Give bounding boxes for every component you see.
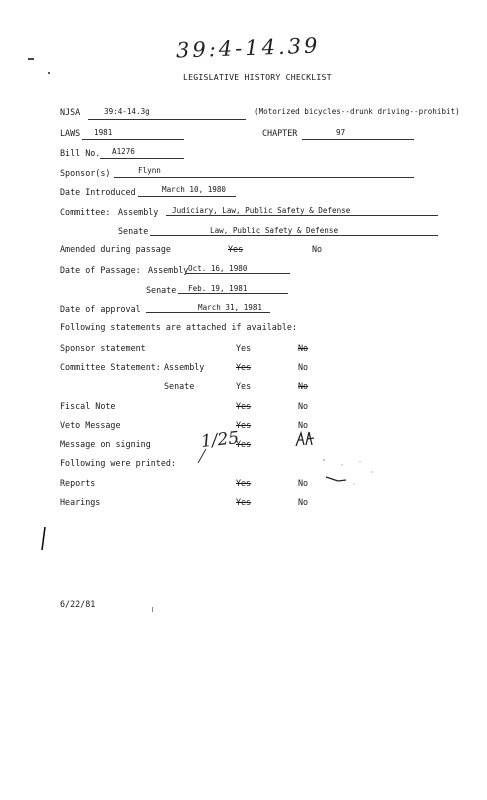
stray-mark-left <box>28 58 34 60</box>
sponsor-underline <box>114 177 414 178</box>
speckle-marks <box>320 456 380 490</box>
bill-value: A1276 <box>112 147 135 156</box>
passage-assembly-value: Oct. 16, 1980 <box>188 264 248 273</box>
laws-label: LAWS <box>60 128 81 138</box>
reports-label: Reports <box>60 478 96 488</box>
fiscal-note-label: Fiscal Note <box>60 401 116 411</box>
veto-message-no: No <box>298 420 309 430</box>
handwritten-number: 39:4-14.39 <box>175 33 321 63</box>
fiscal-note-yes-struck: Yes <box>236 401 252 411</box>
handwritten-scribble-no <box>294 430 316 448</box>
committee-assembly-underline <box>166 215 438 216</box>
bill-underline <box>100 158 184 159</box>
margin-pen-stroke <box>38 526 48 552</box>
footer-date: 6/22/81 <box>60 599 96 609</box>
committee-senate-value: Law, Public Safety & Defense <box>210 226 339 235</box>
veto-message-yes-struck: Yes <box>236 420 252 430</box>
sponsor-statement-yes: Yes <box>236 343 252 353</box>
committee-assembly-value: Judiciary, Law, Public Safety & Defense <box>172 206 351 215</box>
fiscal-note-no: No <box>298 401 309 411</box>
committee-senate-label: Senate <box>118 226 149 236</box>
veto-message-label: Veto Message <box>60 420 121 430</box>
chapter-underline <box>302 139 414 140</box>
committee-statement-label: Committee Statement: <box>60 362 161 372</box>
laws-underline <box>82 139 184 140</box>
hearings-yes-struck: Yes <box>236 497 252 507</box>
passage-senate-label: Senate <box>146 285 177 295</box>
sponsor-statement-no-struck: No <box>298 343 309 353</box>
page-title: LEGISLATIVE HISTORY CHECKLIST <box>183 72 332 82</box>
hearings-no: No <box>298 497 309 507</box>
stray-mark-dot <box>48 72 50 74</box>
stray-pen-mark <box>324 474 348 484</box>
passage-senate-value: Feb. 19, 1981 <box>188 284 248 293</box>
passage-assembly-underline <box>186 273 290 274</box>
reports-no: No <box>298 478 309 488</box>
amended-label: Amended during passage <box>60 244 171 254</box>
subject-text: (Motorized bicycles--drunk driving--prohibit) <box>254 107 460 116</box>
bill-label: Bill No. <box>60 148 101 158</box>
message-on-signing-label: Message on signing <box>60 439 151 449</box>
committee-senate-underline <box>150 235 438 236</box>
committee-statement-assembly-no: No <box>298 362 309 372</box>
introduced-label: Date Introduced <box>60 187 136 197</box>
committee-statement-senate-label: Senate <box>164 381 195 391</box>
committee-statement-assembly-label: Assembly <box>164 362 205 372</box>
committee-label: Committee: <box>60 207 111 217</box>
committee-statement-senate-no-struck: No <box>298 381 309 391</box>
handwritten-signing-note: 1/25 <box>200 428 241 452</box>
sponsor-value: Flynn <box>138 166 161 175</box>
introduced-value: March 10, 1980 <box>162 185 227 194</box>
approval-value: March 31, 1981 <box>198 303 263 312</box>
chapter-value: 97 <box>336 128 346 137</box>
amended-yes-struck: Yes <box>228 244 244 254</box>
message-on-signing-yes-struck: Yes <box>236 439 252 449</box>
committee-statement-senate-yes: Yes <box>236 381 252 391</box>
amended-no: No <box>312 244 323 254</box>
following-attached-text: Following statements are attached if available: <box>60 322 297 332</box>
handwritten-stroke-mark <box>196 448 208 464</box>
approval-underline <box>146 312 270 313</box>
footer-tick-mark <box>152 607 153 612</box>
committee-statement-assembly-yes-struck: Yes <box>236 362 252 372</box>
passage-label: Date of Passage: <box>60 265 141 275</box>
hearings-label: Hearings <box>60 497 101 507</box>
following-printed-text: Following were printed: <box>60 458 176 468</box>
njsa-value: 39:4-14.3g <box>104 107 150 116</box>
approval-label: Date of approval <box>60 304 141 314</box>
reports-yes-struck: Yes <box>236 478 252 488</box>
laws-value: 1981 <box>94 128 113 137</box>
committee-assembly-label: Assembly <box>118 207 159 217</box>
njsa-underline <box>88 119 246 120</box>
introduced-underline <box>138 196 236 197</box>
njsa-label: NJSA <box>60 107 81 117</box>
chapter-label: CHAPTER <box>262 128 298 138</box>
passage-assembly-label: Assembly <box>148 265 189 275</box>
passage-senate-underline <box>178 293 288 294</box>
sponsor-label: Sponsor(s) <box>60 168 111 178</box>
sponsor-statement-label: Sponsor statement <box>60 343 146 353</box>
